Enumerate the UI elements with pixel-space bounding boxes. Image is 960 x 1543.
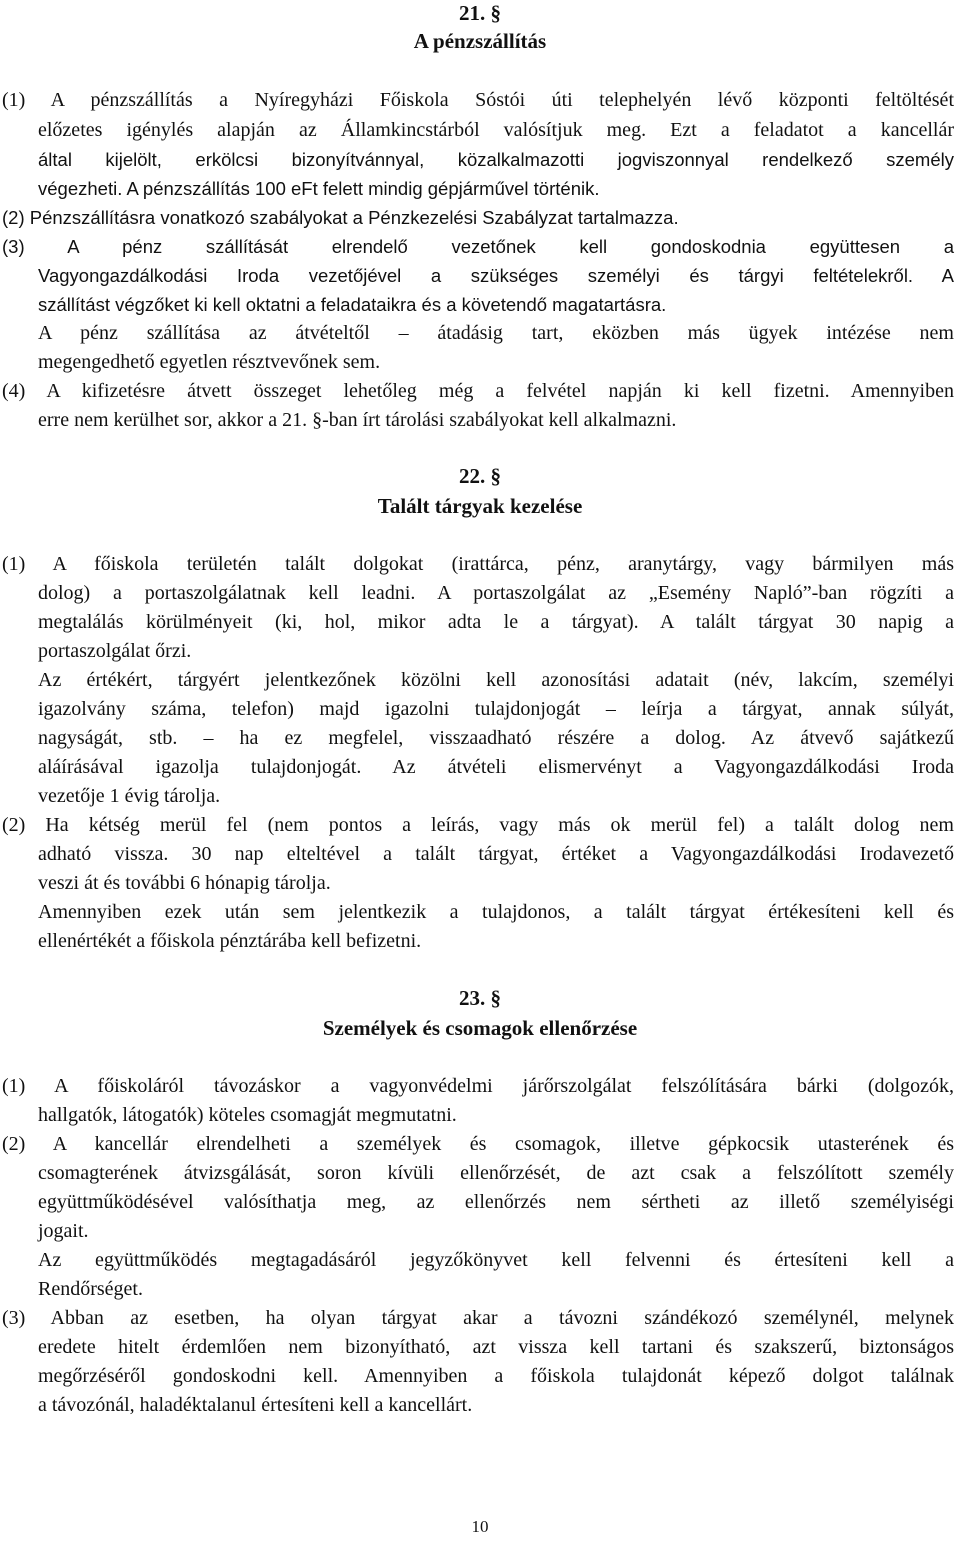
paragraph-line: előzetes igénylés alapján az Államkincstárból valósítjuk meg. Ezt a feladatot a kancellár	[38, 119, 954, 141]
paragraph-line: nagyságát, stb. – ha ez megfelel, visszaadható részére a dolog. Az átvevő sajátkezű	[38, 727, 954, 749]
paragraph-line: (2) A kancellár elrendelheti a személyek és csomagok, illetve gépkocsik utasterének és	[2, 1133, 954, 1155]
paragraph-line: A pénz szállítása az átvételtől – átadásig tart, eközben más ügyek intézése nem	[38, 322, 954, 344]
paragraph-line: dolog) a portaszolgálatnak kell leadni. A portaszolgálat az „Esemény Napló”-ban rögzíti a	[38, 582, 954, 604]
paragraph-line: (4) A kifizetésre átvett összeget lehetőleg még a felvétel napján ki kell fizetni. Amennyiben	[2, 380, 954, 402]
paragraph-line: erre nem kerülhet sor, akkor a 21. §-ban írt tárolási szabályokat kell alkalmazni.	[38, 409, 677, 431]
paragraph-line: jogait.	[38, 1220, 89, 1242]
paragraph-line: szállítást végzőket ki kell oktatni a feladataikra és a követendő magatartásra.	[38, 294, 667, 315]
paragraph-line: (1) A pénzszállítás a Nyíregyházi Főiskola Sóstói úti telephelyén lévő központi feltöltését	[2, 89, 954, 111]
page-number: 10	[471, 1517, 489, 1536]
paragraph-line: (3) Abban az esetben, ha olyan tárgyat akar a távozni szándékozó személynél, melynek	[2, 1307, 954, 1329]
section-22-title: Talált tárgyak kezelése	[377, 494, 583, 518]
paragraph-line: igazolvány száma, telefon) majd igazolni tulajdonjogát – leírja a tárgyat, annak súlyát,	[38, 698, 954, 720]
section-21-number: 21. §	[459, 1, 501, 25]
paragraph-line: aláírásával igazolja tulajdonjogát. Az átvételi elismervényt a Vagyongazdálkodási Iroda	[38, 756, 954, 778]
paragraph-line: vezetője 1 évig tárolja.	[38, 785, 221, 807]
paragraph-line: a távozónál, haladéktalanul értesíteni kell a kancellárt.	[38, 1394, 473, 1416]
paragraph-line: veszi át és további 6 hónapig tárolja.	[38, 872, 331, 894]
paragraph-line: megtalálás körülményeit (ki, hol, mikor adta le a tárgyat). A talált tárgyat 30 napig a	[38, 611, 954, 633]
paragraph-line: együttműködésével valósíthatja meg, az ellenőrzés nem sértheti az illető személyiségi	[38, 1191, 954, 1213]
paragraph-line: megengedhető egyetlen résztvevőnek sem.	[38, 351, 381, 373]
paragraph-line: Az értékért, tárgyért jelentkezőnek közölni kell azonosítási adatait (név, lakcím, személyi	[38, 669, 954, 691]
paragraph-line: (2) Ha kétség merül fel (nem pontos a leírás, vagy más ok merül fel) a talált dolog nem	[2, 814, 954, 836]
section-21-title: A pénzszállítás	[413, 29, 547, 53]
paragraph-line: (1) A főiskoláról távozáskor a vagyonvédelmi járőrszolgálat felszólítására bárki (dolgozók,	[2, 1075, 954, 1097]
paragraph-line: Az együttműködés megtagadásáról jegyzőkönyvet kell felvenni és értesíteni kell a	[38, 1249, 954, 1271]
paragraph-line: (1) A főiskola területén talált dolgokat (irattárca, pénz, aranytárgy, vagy bármilyen más	[2, 553, 954, 575]
paragraph-line: által kijelölt, erkölcsi bizonyítvánnyal, közalkalmazotti jogviszonnyal rendelkező személy	[38, 149, 954, 170]
section-23-title: Személyek és csomagok ellenőrzése	[322, 1016, 638, 1040]
paragraph-line: ellenértékét a főiskola pénztárába kell befizetni.	[38, 930, 422, 952]
paragraph-line: csomagterének átvizsgálását, soron kívüli ellenőrzését, de azt csak a felszólított személy	[38, 1162, 954, 1184]
paragraph-line: megőrzéséről gondoskodni kell. Amennyiben a főiskola tulajdonát képező dolgot találnak	[38, 1365, 954, 1387]
paragraph-line: (3) A pénz szállítását elrendelő vezetőnek kell gondoskodnia együttesen a	[2, 236, 954, 257]
paragraph-line: Amennyiben ezek után sem jelentkezik a tulajdonos, a talált tárgyat értékesíteni kell és	[38, 901, 954, 923]
paragraph-line: adható vissza. 30 nap elteltével a talált tárgyat, értéket a Vagyongazdálkodási Irodavezető	[38, 843, 954, 865]
paragraph-line: Vagyongazdálkodási Iroda vezetőjével a szükséges személyi és tárgyi feltételekről. A	[38, 265, 954, 286]
paragraph-line: hallgatók, látogatók) köteles csomagját megmutatni.	[38, 1104, 457, 1126]
paragraph-line: eredete hitelt érdemlően nem bizonyítható, azt vissza kell tartani és szakszerű, biztonságos	[38, 1336, 954, 1358]
paragraph-line: portaszolgálat őrzi.	[38, 640, 192, 662]
section-23-number: 23. §	[459, 986, 501, 1010]
paragraph-line: (2) Pénzszállításra vonatkozó szabályokat a Pénzkezelési Szabályzat tartalmazza.	[2, 207, 679, 228]
paragraph-line: Rendőrséget.	[38, 1278, 143, 1300]
section-22-number: 22. §	[459, 464, 501, 488]
paragraph-line: végezheti. A pénzszállítás 100 eFt felett mindig gépjárművel történik.	[38, 178, 600, 199]
